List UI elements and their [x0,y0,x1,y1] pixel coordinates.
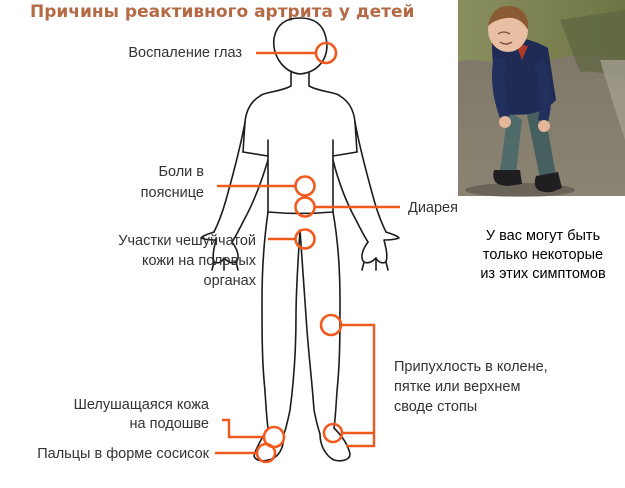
note-line-3: из этих симптомов [480,266,606,282]
knee-marker [321,315,341,335]
label-back-pain-2: пояснице [140,185,204,201]
label-diarrhea: Диарея [408,200,458,216]
label-genital-skin-3: органах [203,273,256,289]
label-sausage-toes: Пальцы в форме сосисок [37,446,209,462]
label-swelling-3: своде стопы [394,399,478,415]
label-genital-skin-1: Участки чешуйчатой [118,233,256,249]
label-peeling-sole-2: на подошве [129,416,209,432]
page-title: Причины реактивного артрита у детей [30,2,415,22]
symptom-markers [257,43,342,462]
label-genital-skin-2: кожи на половых [142,253,256,269]
label-swelling-2: пятке или верхнем [394,379,521,395]
symptom-note [480,228,606,282]
label-back-pain-1: Боли в [158,164,204,180]
lower-back-marker [296,177,315,196]
label-swelling-1: Припухлость в колене, [394,359,548,375]
genital-skin-marker [296,230,315,249]
label-eye-inflammation: Воспаление глаз [128,45,242,61]
child-photo [458,0,625,197]
note-line-1: У вас могут быть [485,228,601,244]
note-line-2: только некоторые [482,247,604,263]
toes-marker [257,444,275,462]
label-peeling-sole-1: Шелушащаяся кожа [73,397,209,413]
